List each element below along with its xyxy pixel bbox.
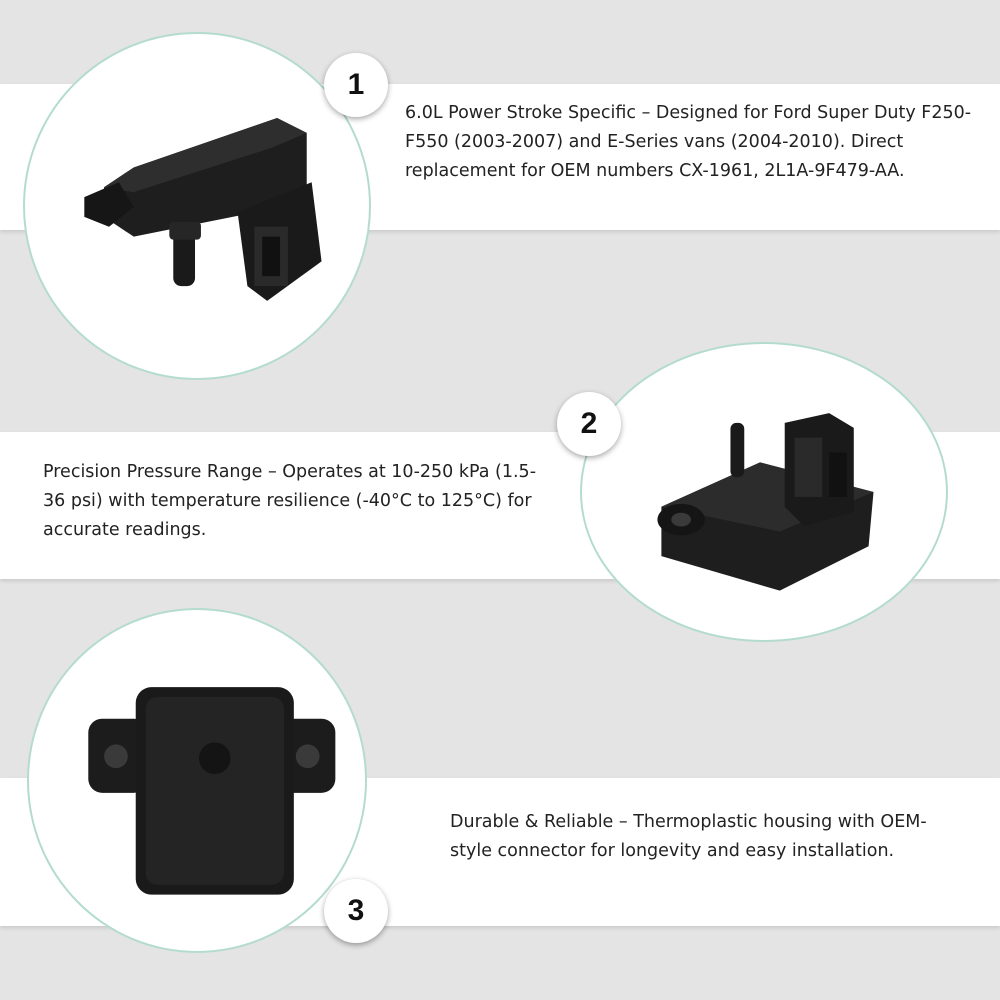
feature-number-3: 3 [324,879,388,943]
product-image-circle-1 [23,32,371,380]
product-image-circle-2 [580,342,948,642]
map-sensor-top-view-icon [29,610,365,951]
feature-number-2: 2 [557,392,621,456]
feature-text-1: 6.0L Power Stroke Specific – Designed for Ford Super Duty F250-F550 (2003-2007) and E-Series vans (2004-2010). Direct replacement for OEM numbers CX-1961, 2L1A-9F479-AA. [405,103,972,181]
feature-number-1: 1 [324,53,388,117]
feature-text-2: Precision Pressure Range – Operates at 10-250 kPa (1.5-36 psi) with temperature resilience (-40°C to 125°C) for accurate readings. [43,462,537,540]
product-image-circle-3 [27,608,367,953]
map-sensor-side-view-icon [25,34,369,378]
map-sensor-angle-view-icon [582,344,946,640]
feature-text-3: Durable & Reliable – Thermoplastic housing with OEM-style connector for longevity and easy installation. [450,812,927,861]
